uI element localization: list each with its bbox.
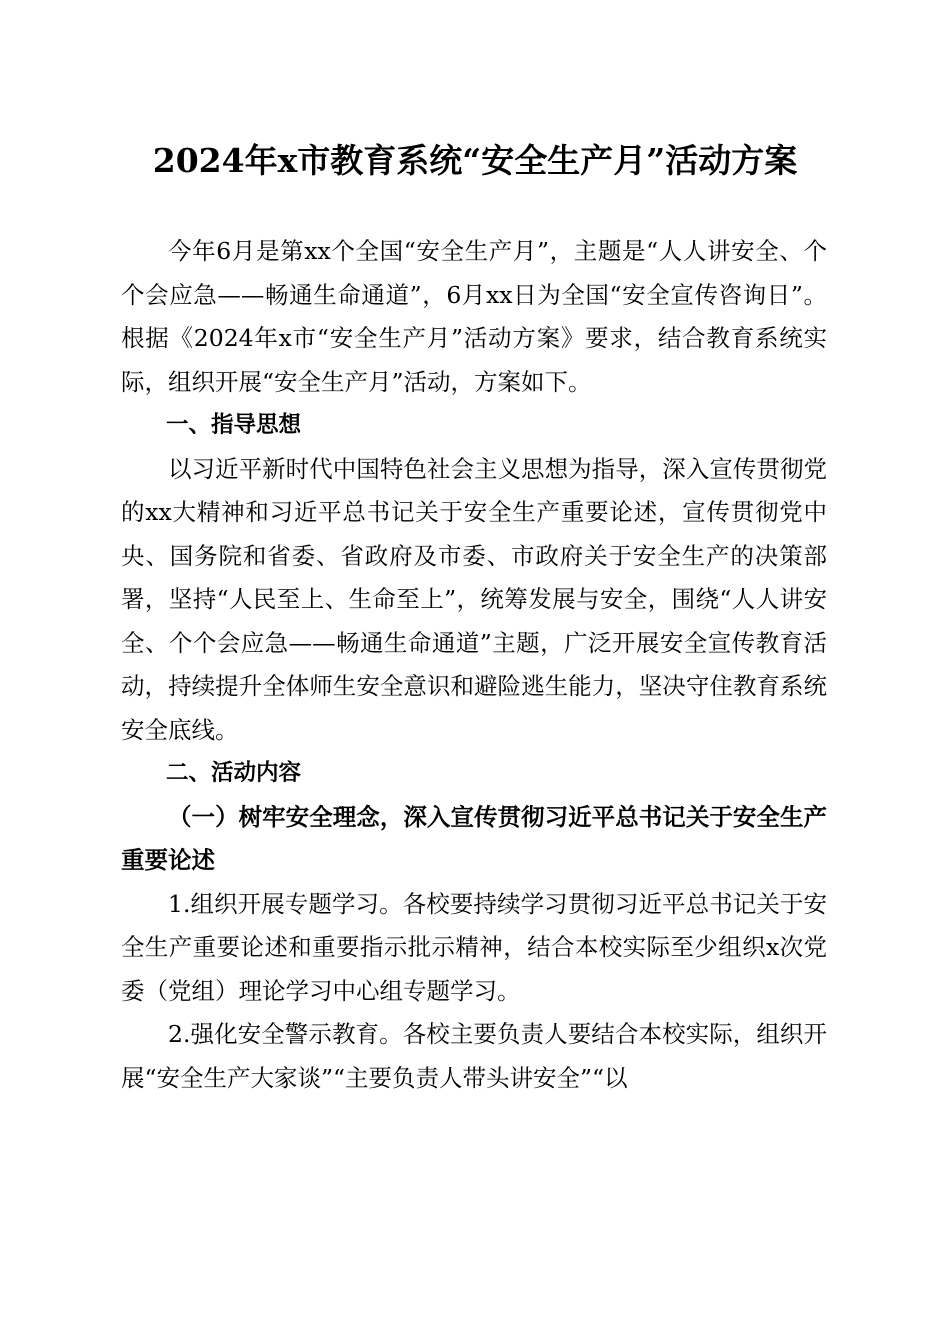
guiding-ideology-paragraph: 以习近平新时代中国特色社会主义思想为指导，深入宣传贯彻党的xx大精神和习近平总书记关于安全生产重要论述，宣传贯彻党中央、国务院和省委、省政府及市委、市政府关于安全生产的决策部署，坚持“人民至上、生命至上”，统筹发展与安全，围绕“人人讲安全、个个会应急——畅通生命通道”主题，广泛开展安全宣传教育活动，持续提升全体师生安全意识和避险逃生能力，坚决守住教育系统安全底线。 bbox=[121, 454, 827, 744]
intro-paragraph: 今年6月是第xx个全国“安全生产月”，主题是“人人讲安全、个个会应急——畅通生命通道”，6月xx日为全国“安全宣传咨询日”。根据《2024年x市“安全生产月”活动方案》要求，结合教育系统实际，组织开展“安全生产月”活动，方案如下。 bbox=[121, 237, 827, 396]
document-title: 2024年x市教育系统“安全生产月”活动方案 bbox=[152, 141, 798, 180]
item-1-paragraph: 1.组织开展专题学习。各校要持续学习贯彻习近平总书记关于安全生产重要论述和重要指示批示精神，结合本校实际至少组织x次党委（党组）理论学习中心组专题学习。 bbox=[121, 889, 827, 1005]
subsection-heading-safety-concept: （一）树牢安全理念，深入宣传贯彻习近平总书记关于安全生产重要论述 bbox=[121, 802, 827, 874]
section-heading-activity-content: 二、活动内容 bbox=[166, 760, 302, 786]
item-2-paragraph: 2.强化安全警示教育。各校主要负责人要结合本校实际，组织开展“安全生产大家谈”“主要负责人带头讲安全”“以 bbox=[121, 1020, 827, 1092]
document-body bbox=[121, 230, 827, 1100]
section-heading-guiding-ideology: 一、指导思想 bbox=[166, 412, 302, 438]
